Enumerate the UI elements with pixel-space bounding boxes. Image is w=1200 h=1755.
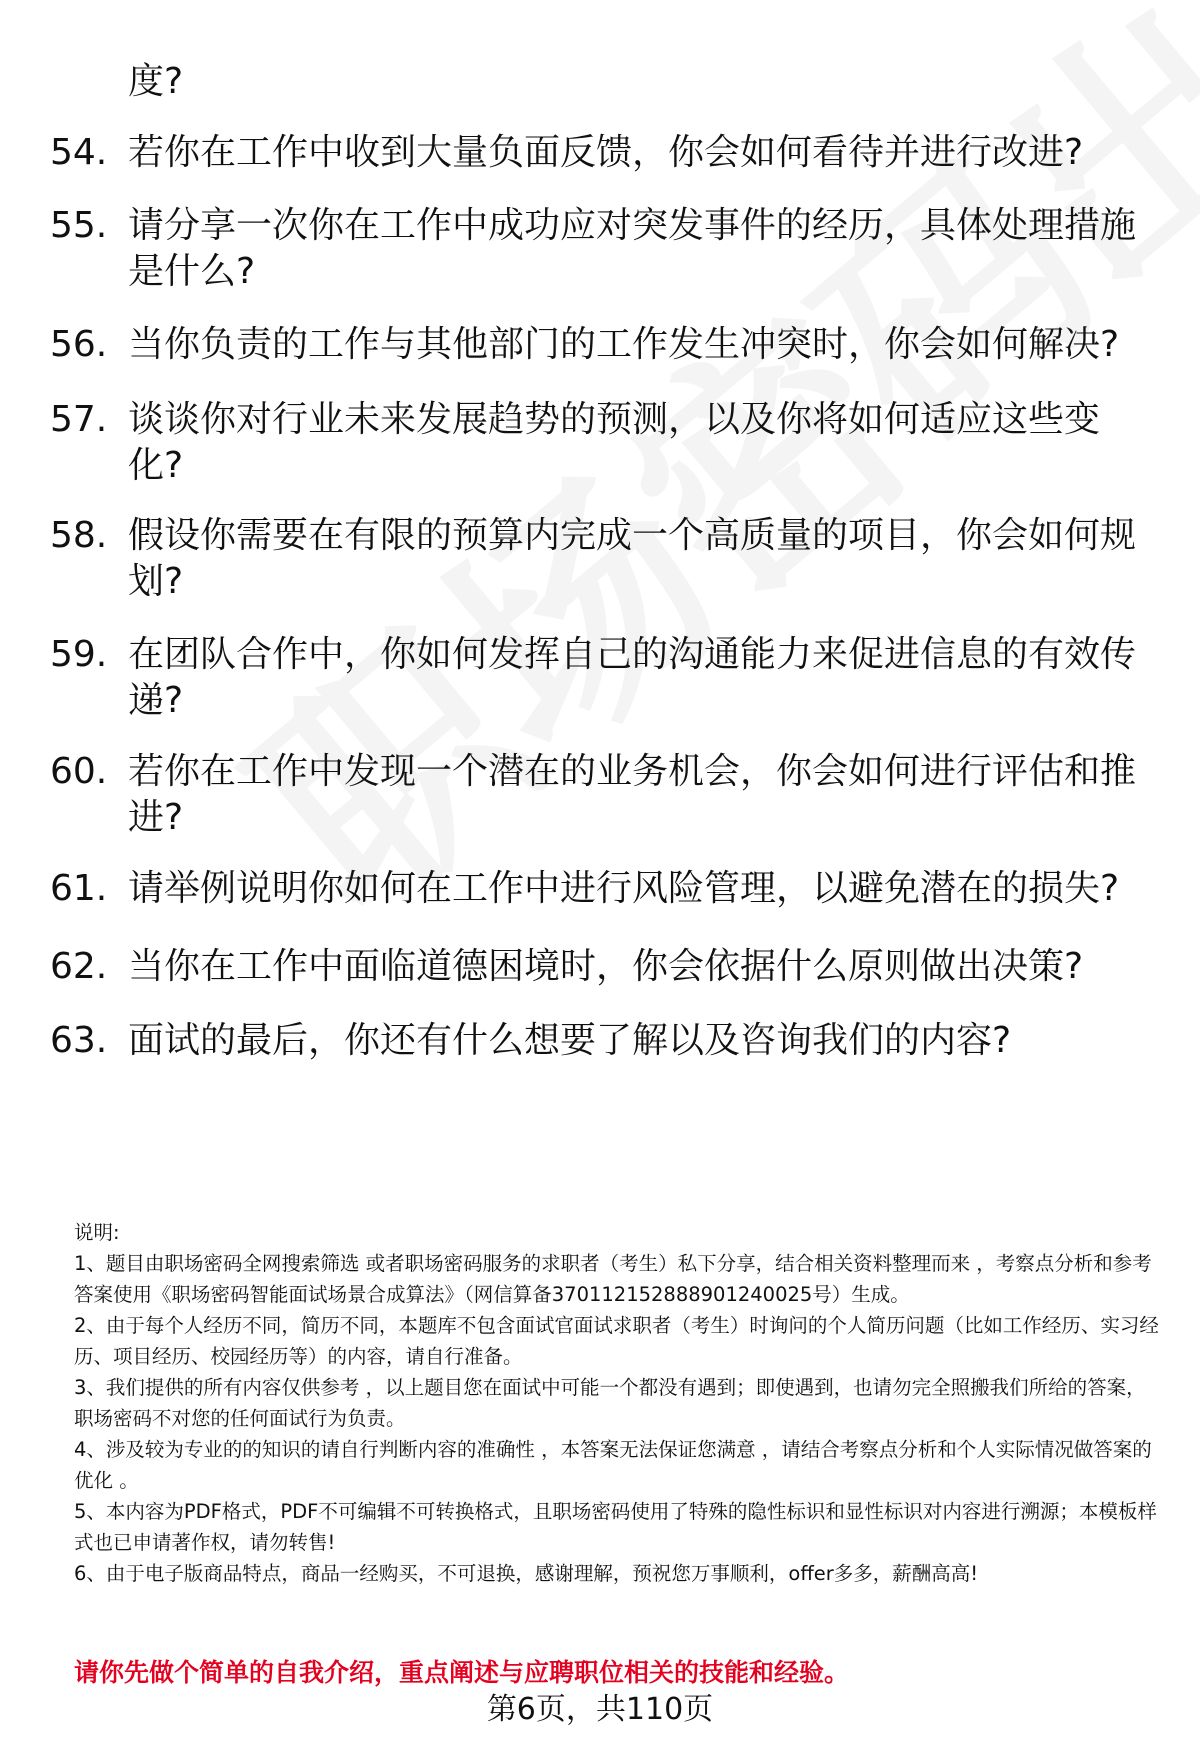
question-text: 当你在工作中面临道德困境时，你会依据什么原则做出决策? [128,946,1084,987]
question-number: 54. [50,132,108,173]
question-text: 谈谈你对行业未来发展趋势的预测，以及你将如何适应这些变化? [128,399,1101,486]
note-item: 3、我们提供的所有内容仅供参考 ，以上题目您在面试中可能一个都没有遇到；即使遇到，也请勿完全照搬我们所给的答案，职场密码不对您的任何面试行为负责。 [74,1376,1146,1430]
question-text: 在团队合作中，你如何发挥自己的沟通能力来促进信息的有效传递? [128,634,1137,721]
question-item [50,59,1140,105]
question-number: 61. [50,868,108,909]
question-item [50,322,1140,368]
question-text: 度? [128,61,184,102]
question-number: 58. [50,515,108,556]
question-item [50,513,1140,605]
question-text: 请分享一次你在工作中成功应对突发事件的经历，具体处理措施是什么? [128,205,1137,292]
note-item: 4、涉及较为专业的的知识的请自行判断内容的准确性 ，本答案无法保证您满意 ，请结合考察点分析和个人实际情况做答案的优化 。 [74,1438,1152,1492]
question-number: 55. [50,205,108,246]
question-text: 当你负责的工作与其他部门的工作发生冲突时，你会如何解决? [128,324,1120,365]
question-item [50,397,1140,489]
question-number: 60. [50,751,108,792]
question-text: 请举例说明你如何在工作中进行风险管理，以避免潜在的损失? [128,868,1120,909]
question-text: 若你在工作中收到大量负面反馈，你会如何看待并进行改进? [128,132,1084,173]
note-item: 5、本内容为PDF格式，PDF不可编辑不可转换格式，且职场密码使用了特殊的隐性标识和显性标识对内容进行溯源；本模板样式也已申请著作权，请勿转售! [74,1500,1157,1554]
note-item: 6、由于电子版商品特点，商品一经购买，不可退换，感谢理解，预祝您万事顺利，offer多多，薪酬高高! [74,1562,979,1585]
question-item [50,866,1140,912]
question-text: 面试的最后，你还有什么想要了解以及咨询我们的内容? [128,1020,1012,1061]
note-item: 2、由于每个人经历不同，简历不同，本题库不包含面试官面试求职者（考生）时询问的个人简历问题（比如工作经历、实习经历、项目经历、校园经历等）的内容，请自行准备。 [74,1314,1159,1368]
question-text: 假设你需要在有限的预算内完成一个高质量的项目，你会如何规划? [128,515,1137,602]
note-item: 1、题目由职场密码全网搜索筛选 或者职场密码服务的求职者（考生）私下分享，结合相关资料整理而来 ，考察点分析和参考答案使用《职场密码智能面试场景合成算法》（网信算备370112152888901240025号）生成。 [74,1252,1152,1306]
question-item [50,749,1140,841]
question-item [50,632,1140,724]
question-number: 59. [50,634,108,675]
notes-section [74,1217,1164,1589]
notes-title: 说明: [74,1221,120,1244]
question-item [50,130,1140,176]
question-number: 62. [50,946,108,987]
question-item [50,1018,1140,1064]
highlight-question: 请你先做个简单的自我介绍，重点阐述与应聘职位相关的技能和经验。 [74,1658,850,1687]
question-number: 56. [50,324,108,365]
question-text: 若你在工作中发现一个潜在的业务机会，你会如何进行评估和推进? [128,751,1137,838]
question-item [50,944,1140,990]
page-indicator: 第6页，共110页 [486,1692,714,1727]
question-item [50,203,1140,295]
question-number: 63. [50,1020,108,1061]
question-number: 57. [50,399,108,440]
